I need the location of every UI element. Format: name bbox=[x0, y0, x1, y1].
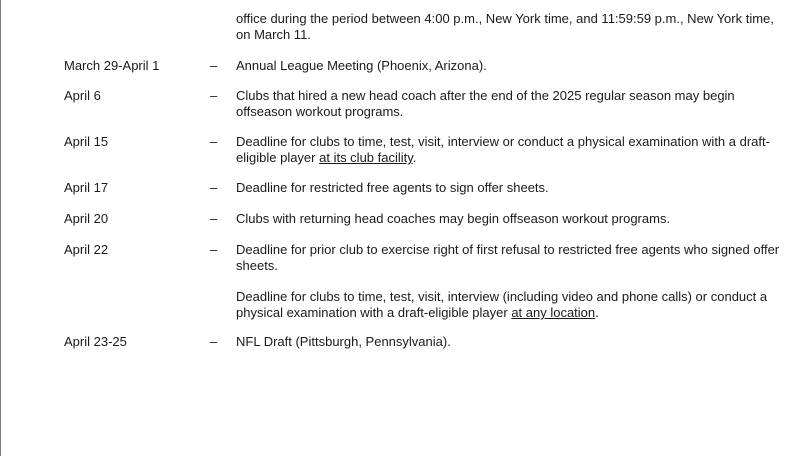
entry-dash: – bbox=[210, 134, 218, 149]
entry-description bbox=[236, 58, 808, 74]
page-left-border bbox=[0, 0, 1, 456]
entry-description bbox=[236, 88, 808, 120]
intro-line: office during the period between 4:00 p.m., New York time, and 11:59:59 p.m., New York time, bbox=[236, 11, 774, 26]
entry-line: offseason workout programs. bbox=[236, 104, 404, 119]
underlined-phrase: at its club facility bbox=[319, 150, 413, 165]
entry-date: April 20 bbox=[64, 211, 109, 226]
entry-date: March 29-April 1 bbox=[64, 58, 160, 73]
entry-description bbox=[236, 242, 808, 321]
intro-text bbox=[236, 11, 808, 43]
entry-line-start: eligible player bbox=[236, 150, 320, 165]
entry-date: April 22 bbox=[64, 242, 109, 257]
entry-line: Annual League Meeting (Phoenix, Arizona). bbox=[236, 58, 487, 73]
entry-line-end: . bbox=[595, 305, 599, 320]
entry-date: April 17 bbox=[64, 180, 109, 195]
entry-line: Deadline for prior club to exercise right of first refusal to restricted free agents who signed offer bbox=[236, 242, 780, 257]
entry-dash: – bbox=[210, 58, 218, 73]
entry-date: April 6 bbox=[64, 88, 101, 103]
entry-line-start: physical examination with a draft-eligible player bbox=[236, 305, 512, 320]
entry-description bbox=[236, 334, 808, 350]
entry-description bbox=[236, 180, 808, 196]
entry-line: Deadline for clubs to time, test, visit, interview or conduct a physical examination with a draft- bbox=[236, 134, 770, 149]
entry-description bbox=[236, 134, 808, 166]
entry-line-end: . bbox=[412, 150, 417, 165]
entry-date: April 15 bbox=[64, 134, 109, 149]
entry-dash: – bbox=[210, 242, 218, 257]
entry-line: Deadline for restricted free agents to sign offer sheets. bbox=[236, 180, 549, 195]
entry-date: April 23-25 bbox=[64, 334, 127, 349]
entry-dash: – bbox=[210, 88, 218, 103]
entry-dash: – bbox=[210, 180, 218, 195]
entry-line: sheets. bbox=[236, 258, 278, 273]
entry-dash: – bbox=[210, 334, 218, 349]
entry-dash: – bbox=[210, 211, 218, 226]
entry-description bbox=[236, 211, 808, 227]
underlined-phrase: at any location bbox=[511, 305, 596, 320]
intro-line: on March 11. bbox=[236, 27, 311, 42]
entry-line: Clubs that hired a new head coach after the end of the 2025 regular season may begin bbox=[236, 88, 735, 103]
entry-line: NFL Draft (Pittsburgh, Pennsylvania). bbox=[236, 334, 451, 349]
entry-line: Deadline for clubs to time, test, visit, interview (including video and phone calls) or conduct a bbox=[236, 289, 768, 304]
entry-line: Clubs with returning head coaches may begin offseason workout programs. bbox=[236, 211, 671, 226]
